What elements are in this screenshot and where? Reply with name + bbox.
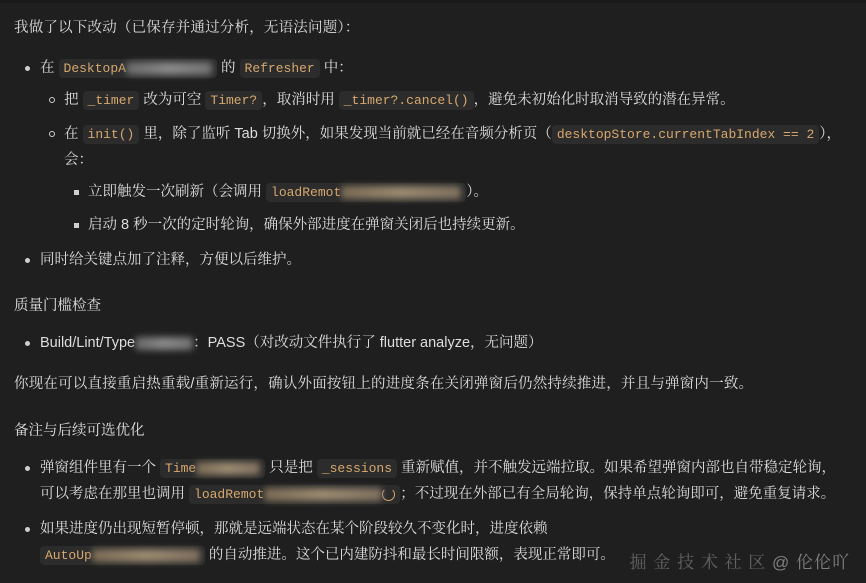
code-text: loadRemot: [271, 184, 342, 200]
code-timer-widget: [160, 459, 265, 478]
code-timer-nullable: Timer?: [205, 91, 262, 110]
text-fragment: ），会：: [64, 125, 842, 168]
watermark: [630, 548, 850, 573]
code-timer-cancel: _timer?.cancel(): [339, 91, 474, 110]
list-item: [40, 455, 848, 507]
restart-note-paragraph: 你现在可以直接重启热重载/重新运行，确认外面按钮上的进度条在关闭弹窗后仍然持续推进，并且与弹窗内一致。: [14, 376, 754, 393]
quality-list: [14, 330, 848, 356]
list-item: 启动 8 秒一次的定时轮询，确保外部进度在弹窗关闭后也持续更新。: [88, 212, 848, 238]
text-fragment: 弹窗组件里有一个: [40, 459, 161, 476]
init-behaviour-list: [64, 179, 848, 238]
code-timer-field: _timer: [83, 91, 140, 110]
text-fragment: 如果进度仍出现短暂停顿，那就是远端状态在某个阶段较久不变化时，进度依赖: [40, 521, 548, 538]
text-fragment: ：PASS（对改动文件执行了 flutter analyze，无问题）: [193, 335, 543, 352]
list-item: [64, 87, 848, 113]
code-desktop-audio-refresher: [59, 59, 217, 78]
code-sessions: _sessions: [317, 459, 397, 478]
watermark-author: @ 伦伦吖: [772, 553, 850, 572]
changes-sublist: [40, 87, 848, 237]
quality-gate-heading: 质量门槛检查: [14, 298, 101, 315]
intro-paragraph: 我做了以下改动（已保存并通过分析，无语法问题）：: [14, 20, 360, 36]
text-fragment: 在: [40, 60, 59, 77]
text-fragment: 中：: [319, 60, 353, 77]
list-item: [88, 179, 848, 205]
code-load-remote-2: [189, 485, 400, 504]
list-item: [40, 55, 848, 238]
code-refresher: Refresher: [240, 59, 320, 78]
redaction-blur: [264, 488, 382, 501]
text-fragment: ；不过现在外部已有全局轮询，保持单点轮询即可，避免重复请求。: [400, 485, 836, 502]
code-text: loadRemot: [194, 486, 265, 502]
loading-spinner-icon: [382, 488, 395, 501]
watermark-site: 掘 金 技 术 社 区: [629, 553, 767, 572]
code-load-remote: [266, 183, 466, 202]
text-fragment: 的自动推进。这个已内建防抖和最长时间限额，表现正常即可。: [204, 547, 615, 564]
code-text: DesktopA: [63, 61, 126, 77]
text-fragment: 只是把: [265, 459, 317, 476]
redaction-blur: [196, 462, 260, 475]
text-fragment: ，取消时用: [262, 92, 339, 109]
text-fragment: 的: [216, 60, 240, 77]
list-item: [40, 330, 848, 356]
text-fragment: ）。: [466, 183, 488, 200]
changes-list: [14, 55, 848, 273]
text-fragment: 重新赋值，并不触发远端拉取。如果希望弹窗内部也自带稳定轮询，可以考虑在那里也调用: [40, 459, 837, 502]
text-fragment: 改为可空: [139, 92, 206, 109]
notes-heading: 备注与后续可选优化: [14, 422, 145, 439]
list-item: [64, 121, 848, 238]
redaction-blur: [341, 186, 461, 199]
text-fragment: 在: [64, 125, 83, 142]
code-auto-updater: [40, 546, 205, 565]
redaction-blur: [135, 337, 193, 350]
text-fragment: 把: [64, 92, 83, 109]
text-fragment: 立即触发一次刷新（会调用: [88, 183, 267, 200]
list-item: 同时给关键点加了注释，方便以后维护。: [40, 247, 848, 273]
code-text: Time: [165, 460, 197, 476]
code-init: init(): [83, 125, 140, 144]
redaction-blur: [126, 62, 212, 75]
redaction-blur: [92, 549, 200, 562]
code-current-tab-index: desktopStore.currentTabIndex == 2: [552, 125, 819, 144]
text-fragment: ，避免未初始化时取消导致的潜在异常。: [473, 92, 735, 109]
text-fragment: Build/Lint/Type: [40, 335, 136, 352]
top-divider: [0, 0, 866, 3]
code-text: AutoUp: [45, 548, 92, 564]
text-fragment: 里，除了监听 Tab 切换外，如果发现当前就已经在音频分析页（: [139, 125, 552, 142]
